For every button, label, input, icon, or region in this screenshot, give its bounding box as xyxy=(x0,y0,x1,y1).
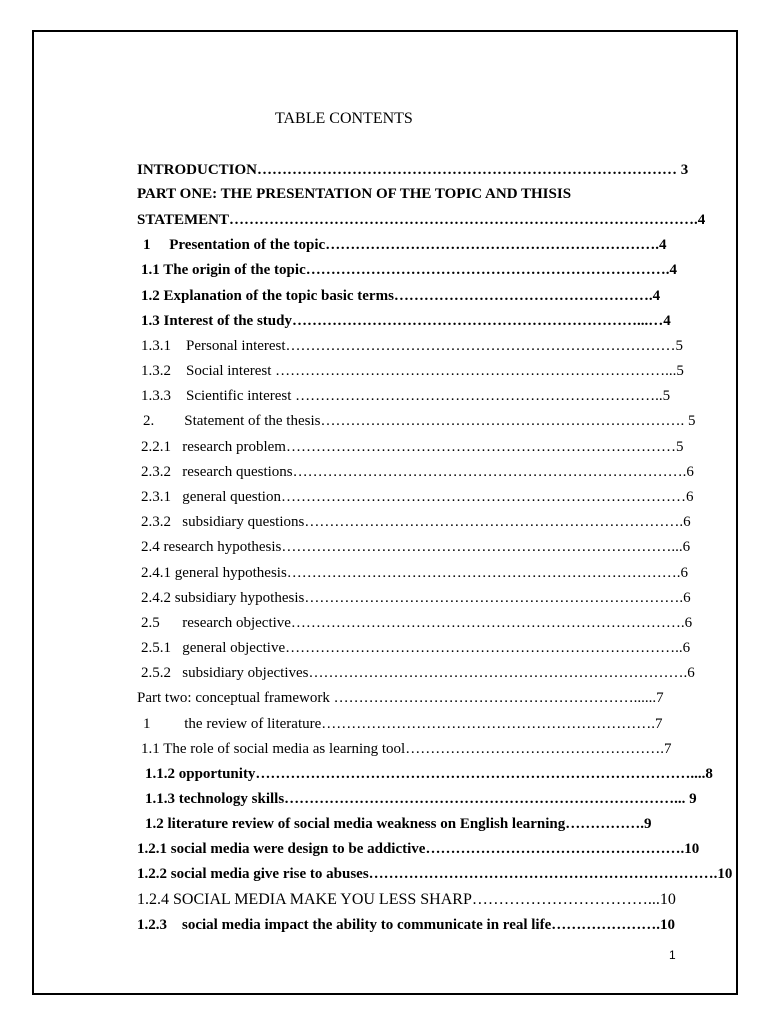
toc-entry: 1.1.2 opportunity……………………………………………………………………………....8 xyxy=(145,766,713,782)
toc-entry: 2.3.1 general question………………………………………………………………………6 xyxy=(141,489,694,505)
toc-entry: INTRODUCTION………………………………………………………………………… 3 xyxy=(137,162,689,178)
toc-entry: 1.3 Interest of the study……………………………………………………………...…4 xyxy=(141,313,671,329)
toc-entry: PART ONE: THE PRESENTATION OF THE TOPIC AND THISIS xyxy=(137,186,572,202)
toc-entry: 1.2.2 social media give rise to abuses…………………………………………………………….10 xyxy=(137,866,733,882)
toc-entry: 1 Presentation of the topic………………………………………………………….4 xyxy=(143,237,667,253)
toc-entry: 2.4 research hypothesis……………………………………………………………………...6 xyxy=(141,539,691,555)
toc-entry: 1.3.3 Scientific interest ………………………………………………………………..5 xyxy=(141,388,671,404)
toc-entry: 2.4.2 subsidiary hypothesis………………………………………………………………….6 xyxy=(141,590,691,606)
toc-entry: 1.2.3 social media impact the ability to communicate in real life………………….10 xyxy=(137,917,676,933)
toc-entry: 1.2.1 social media were design to be addictive…………………………………………….10 xyxy=(137,841,700,857)
toc-entry: 2.4.1 general hypothesis…………………………………………………………………….6 xyxy=(141,565,689,581)
toc-entry: 1.2 Explanation of the topic basic terms…………………………………………….4 xyxy=(141,288,661,304)
toc-entry: STATEMENT………………………………………………………………………………….4 xyxy=(137,212,706,228)
toc-entry: 2.3.2 subsidiary questions………………………………………………………………….6 xyxy=(141,514,691,530)
toc-entry: Part two: conceptual framework ……………………………………………………......7 xyxy=(137,690,664,706)
toc-entry: 1.3.2 Social interest ……………………………………………………………………...5 xyxy=(141,363,684,379)
page-title: TABLE CONTENTS xyxy=(275,110,413,127)
toc-entry: 2.2.1 research problem……………………………………………………………………5 xyxy=(141,439,684,455)
toc-entry: 2.5 research objective…………………………………………………………………….6 xyxy=(141,615,693,631)
toc-entry: 1 the review of literature………………………………………………………….7 xyxy=(143,716,663,732)
toc-entry: 1.1 The origin of the topic……………………………………………………………….4 xyxy=(141,262,677,278)
toc-entry: 1.1 The role of social media as learning tool…………………………………………….7 xyxy=(141,741,672,757)
page-number: 1 xyxy=(669,948,676,962)
toc-entry: 2. Statement of the thesis………………………………………………………………. 5 xyxy=(143,413,696,429)
toc-entry: 2.5.1 general objective……………………………………………………………………..6 xyxy=(141,640,691,656)
toc-entry: 1.2 literature review of social media weakness on English learning…………….9 xyxy=(145,816,652,832)
toc-entry: 2.3.2 research questions…………………………………………………………………….6 xyxy=(141,464,694,480)
toc-entry: 2.5.2 subsidiary objectives………………………………………………………………….6 xyxy=(141,665,695,681)
toc-entry: 1.3.1 Personal interest……………………………………………………………………5 xyxy=(141,338,684,354)
toc-entry: 1.1.3 technology skills……………………………………………………………………... 9 xyxy=(145,791,697,807)
toc-entry: 1.2.4 SOCIAL MEDIA MAKE YOU LESS SHARP……………………………...10 xyxy=(137,891,676,908)
